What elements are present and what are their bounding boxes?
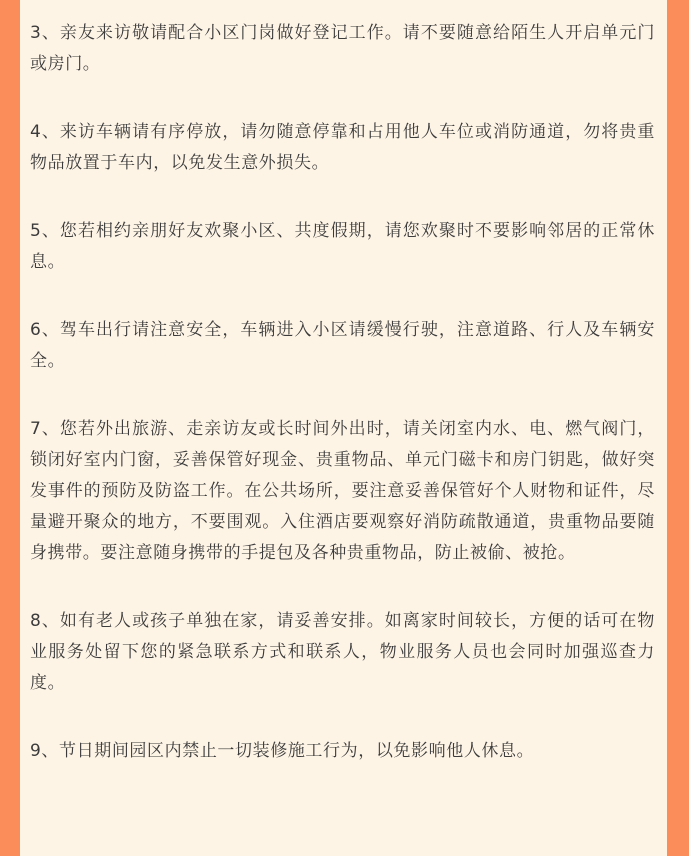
notice-item-9: 9、节日期间园区内禁止一切装修施工行为，以免影响他人休息。 xyxy=(30,741,535,761)
notice-content xyxy=(30,18,655,804)
notice-item-5: 5、您若相约亲朋好友欢聚小区、共度假期，请您欢聚时不要影响邻居的正常休息。 xyxy=(30,221,655,272)
notice-item-4: 4、来访车辆请有序停放，请勿随意停靠和占用他人车位或消防通道，勿将贵重物品放置于车内，以免发生意外损失。 xyxy=(30,122,655,173)
notice-item-8: 8、如有老人或孩子单独在家，请妥善安排。如离家时间较长，方便的话可在物业服务处留下您的紧急联系方式和联系人，物业服务人员也会同时加强巡查力度。 xyxy=(30,611,655,693)
notice-item-3: 3、亲友来访敬请配合小区门岗做好登记工作。请不要随意给陌生人开启单元门或房门。 xyxy=(30,23,655,74)
notice-item-6: 6、驾车出行请注意安全，车辆进入小区请缓慢行驶，注意道路、行人及车辆安全。 xyxy=(30,320,655,371)
notice-item-7: 7、您若外出旅游、走亲访友或长时间外出时，请关闭室内水、电、燃气阀门，锁闭好室内门窗，妥善保管好现金、贵重物品、单元门磁卡和房门钥匙，做好突发事件的预防及防盗工作。在公共场所，要注意妥善保管好个人财物和证件，尽量避开聚众的地方，不要围观。入住酒店要观察好消防疏散通道，贵重物品要随身携带。要注意随身携带的手提包及各种贵重物品，防止被偷、被抢。 xyxy=(30,419,655,563)
